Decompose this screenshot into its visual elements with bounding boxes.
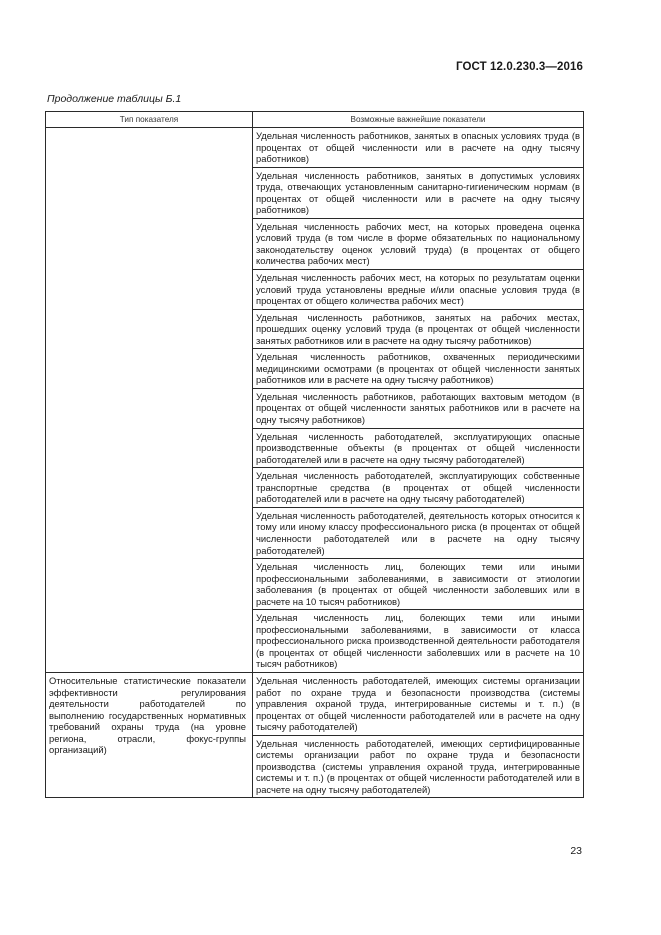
indicators-table — [45, 111, 584, 798]
indicator-cell: Удельная численность работодателей, эксплуатирующих собственные транспортные средства (в процентах от общей численности работодателей или в расчете на одну тысячу работодателей) — [253, 468, 584, 508]
indicator-cell: Удельная численность работников, работающих вахтовым методом (в процентах от общей численности занятых работников или в расчете на одну тысячу работников) — [253, 388, 584, 428]
column-header-indicators: Возможные важнейшие показатели — [253, 112, 584, 128]
table-header-row — [46, 112, 584, 128]
table-caption: Продолжение таблицы Б.1 — [47, 93, 182, 105]
table-row — [46, 128, 584, 168]
indicator-cell: Удельная численность работодателей, эксплуатирующих опасные производственные объекты (в процентах от общей численности работодателей или в расчете на одну тысячу работодателей) — [253, 428, 584, 468]
indicator-cell: Удельная численность работников, занятых в допустимых условиях труда, отвечающих установленным санитарно-гигиеническим нормам (в процентах от общей численности или в расчете на одну тысячу работников) — [253, 167, 584, 218]
document-code: ГОСТ 12.0.230.3—2016 — [456, 61, 583, 73]
table-row — [46, 672, 584, 735]
indicator-cell: Удельная численность рабочих мест, на которых по результатам оценки условий труда установлены вредные и/или опасные условия труда (в процентах от общего количества рабочих мест) — [253, 270, 584, 310]
indicator-type-cell — [46, 128, 253, 673]
indicator-type-cell: Относительные статистические показатели эффективности регулирования деятельности работодателей по выполнению государственных нормативных требований охраны труда (на уровне региона, отрасли, фокус-группы организаций) — [46, 672, 253, 797]
page-number: 23 — [570, 845, 582, 857]
indicator-cell: Удельная численность лиц, болеющих теми или иными профессиональными заболеваниями, в зависимости от класса профессионального риска производственной деятельности работодателя (в процентах от общей численности заболевших или в расчете на 10 тысяч работников) — [253, 610, 584, 673]
indicator-cell: Удельная численность работников, занятых в опасных условиях труда (в процентах от общей численности или в расчете на одну тысячу работников) — [253, 128, 584, 168]
indicator-cell: Удельная численность рабочих мест, на которых проведена оценка условий труда (в том числе в форме обязательных по национальному законодательству оценок условий труда) (в процентах от общего количества рабочих мест) — [253, 218, 584, 269]
indicator-cell: Удельная численность работодателей, деятельность которых относится к тому или иному классу профессионального риска (в процентах от общей численности работодателей или в расчете на одну тысячу работодателей) — [253, 507, 584, 558]
indicator-cell: Удельная численность работников, охваченных периодическими медицинскими осмотрами (в процентах от общей численности занятых работников или в расчете на одну тысячу работников) — [253, 349, 584, 389]
column-header-type: Тип показателя — [46, 112, 253, 128]
indicator-cell: Удельная численность работодателей, имеющих сертифицированные системы организации работ по охране труда и безопасности производства (системы управления охраной труда, интегрированные системы и т. п.) (в процентах от общей численности работодателей или в расчете на одну тысячу работодателей) — [253, 735, 584, 798]
indicator-cell: Удельная численность работников, занятых на рабочих местах, прошедших оценку условий труда (в процентах от общей численности занятых работников или в расчете на одну тысячу работников) — [253, 309, 584, 349]
indicator-cell: Удельная численность работодателей, имеющих системы организации работ по охране труда и безопасности производства (системы управления охраной труда, интегрированные системы и т. п.) (в процентах от общей численности работодателей или в расчете на одну тысячу работодателей) — [253, 672, 584, 735]
indicator-cell: Удельная численность лиц, болеющих теми или иными профессиональными заболеваниями, в зависимости от этиологии заболевания (в процентах от общей численности заболевших или в расчете на 10 тысяч работников) — [253, 559, 584, 610]
